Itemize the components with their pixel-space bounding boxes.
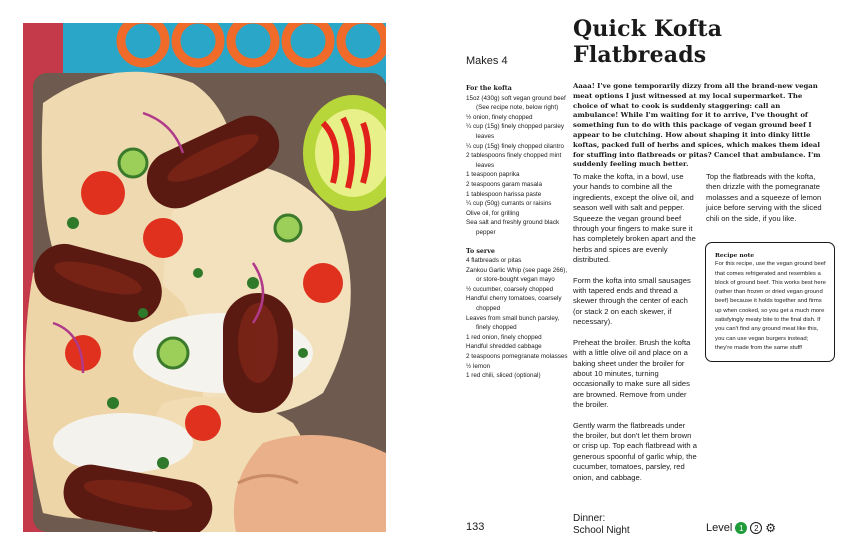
method-step: Top the flatbreads with the kofta, then drizzle with the pomegranate molasses and a squeeze of lemon juice before serving with the sliced chili on the side, if you like. [706,172,822,223]
ingredient-item: ¼ cup (50g) currants or raisins [466,200,552,208]
section-line-2: School Night [573,525,630,536]
serve-ingredient-list [466,256,568,381]
method-column-right [706,172,830,224]
serve-item: Zankou Garlic Whip (see page 266), or store-bought vegan mayo [466,266,568,284]
ingredient-item: 1 tablespoon harissa paste [466,190,542,198]
ingredient-item: 1 teaspoon paprika [466,171,520,179]
serve-item: 1 red onion, finely chopped [466,333,542,341]
ingredient-item: ¼ cup (15g) finely chopped parsley leaves [466,123,565,140]
makes-count: Makes 4 [466,55,508,67]
ingredient-item: Sea salt and freshly ground black pepper [466,219,560,236]
food-photo [23,23,386,532]
section-label [573,513,630,537]
ingredients-column [466,84,568,381]
level-label: Level [706,522,733,534]
recipe-note-text: For this recipe, use the vegan ground beef that comes refrigerated and resembles a block of ground beef. This works best here (rather than frozen or dried vegan ground beef) because it holds together and firms up when cooked, so you get a much more satisfyingly meaty bite to the final dish. If you can't find any ground meat like this, you can use vegan burgers instead; they're made from the same stuff! [715,261,826,351]
method-step: To make the kofta, in a bowl, use your hands to combine all the ingredients, except the olive oil, and season well with salt and pepper. Squeeze the vegan ground beef through your fingers to make sure it has completely broken apart and the herbs and spices are evenly distributed. [573,172,696,265]
ingredient-item: ½ onion, finely chopped [466,113,533,121]
difficulty-level [706,522,776,534]
section-line-1: Dinner: [573,513,606,524]
method-step: Form the kofta into small sausages with tapered ends and thread a skewer through the center of each (or stack 2 on each skewer, if necessary). [573,275,691,327]
ingredient-item: 2 teaspoons garam masala [466,180,542,188]
recipe-note-heading: Recipe note [715,252,755,259]
level-mark-active: 1 [735,522,747,534]
serve-item: Leaves from small bunch parsley, finely chopped [466,314,560,332]
ingredient-item: 15oz (430g) soft vegan ground beef (See recipe note, below right) [466,94,566,112]
kofta-ingredient-list [466,94,568,238]
serve-item: Handful shredded cabbage [466,343,542,351]
recipe-title [573,16,833,68]
serve-item: ½ lemon [466,362,491,370]
ingredient-item: Olive oil, for grilling [466,209,520,217]
serve-item: Handful cherry tomatoes, coarsely chopped [466,295,562,313]
serve-item: 2 teaspoons pomegranate molasses [466,353,568,361]
level-mark: 2 [750,522,762,534]
serve-item: 4 flatbreads or pitas [466,257,522,265]
page-number: 133 [466,521,485,533]
serve-item: ½ cucumber, coarsely chopped [466,285,554,293]
recipe-intro: Aaaa! I've gone temporarily dizzy from all the brand-new vegan meat options I just witnessed at my local supermarket. The choice of what to cook is suddenly staggering: call an ambulance! While I'm waiting for it to arrive, I've thought of something fun to do with this package of vegan ground beef I appear to be clutching. How about shaping it into dinky little koftas, packed full of herbs and spices, which makes them ideal for stuffing into flatbreads or pitas? Cancel that ambulance. I'm suddenly feeling much better. [573,82,821,169]
gear-icon: ⚙ [765,521,777,535]
title-line-1: Quick Kofta [573,16,723,42]
method-step: Preheat the broiler. Brush the kofta with a little olive oil and place on a baking sheet under the broiler for about 10 minutes, turning occasionally to make sure all sides are browned. Remove from under the broiler. [573,337,691,410]
recipe-note-box [705,242,835,362]
title-line-2: Flatbreads [573,42,707,68]
method-step: Gently warm the flatbreads under the broiler, but don't let them brown or crisp up. Top each flatbread with a generous spoonful of garlic whip, the cucumber, tomatoes, parsley, red onion, and cabbage. [573,420,697,482]
method-column-left [573,172,697,493]
serve-item: 1 red chili, sliced (optional) [466,372,541,380]
kofta-heading: For the kofta [466,85,512,92]
ingredient-item: 2 tablespoons finely chopped mint leaves [466,152,562,169]
ingredient-item: ¼ cup (15g) finely chopped cilantro [466,142,565,150]
serve-heading: To serve [466,247,495,255]
